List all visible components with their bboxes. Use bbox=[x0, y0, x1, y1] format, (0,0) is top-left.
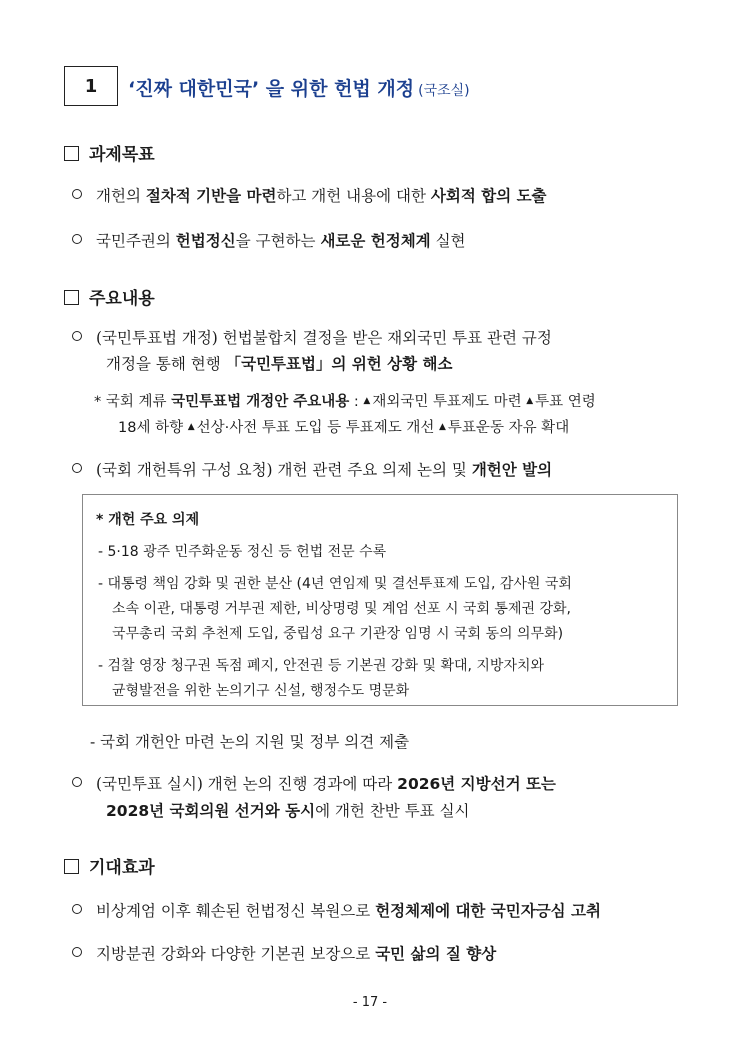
goal-item: 국민주권의 헌법정신을 구현하는 새로운 헌정체계 실현 bbox=[72, 229, 466, 251]
triangle-bullet-icon: ▲ bbox=[363, 396, 371, 406]
agenda-heading: * 개헌 주요 의제 bbox=[96, 512, 200, 528]
page-number: - 17 - bbox=[352, 995, 388, 1010]
agenda-line: 소속 이관, 대통령 거부권 제한, 비상명령 및 계엄 선포 시 국회 통제권 강화, bbox=[112, 601, 571, 617]
section-number-box bbox=[64, 66, 118, 106]
ministry-label: (국조실) bbox=[418, 83, 470, 99]
agenda-line: - 5·18 광주 민주화운동 정신 등 헌법 전문 수록 bbox=[98, 544, 387, 560]
circle-bullet-icon bbox=[72, 189, 82, 199]
section-heading-content: 주요내용 bbox=[64, 284, 155, 309]
content-item-2: (국회 개헌특위 구성 요청) 개헌 관련 주요 의제 논의 및 개헌안 발의 bbox=[72, 458, 552, 480]
square-bullet-icon bbox=[64, 290, 79, 305]
circle-bullet-icon bbox=[72, 904, 82, 914]
note-line1: * 국회 계류 국민투표법 개정안 주요내용 : ▲ 재외국민 투표제도 마련 ▲ 투표 연령 bbox=[94, 394, 596, 410]
dash-item: - 국회 개헌안 마련 논의 지원 및 정부 의견 제출 bbox=[90, 733, 410, 751]
circle-bullet-icon bbox=[72, 234, 82, 244]
square-bullet-icon bbox=[64, 146, 79, 161]
section-heading-goals: 과제목표 bbox=[64, 140, 155, 165]
triangle-bullet-icon: ▲ bbox=[439, 422, 446, 432]
circle-bullet-icon bbox=[72, 947, 82, 957]
note-line2: 18세 하향 ▲ 선상·사전 투표 도입 등 투표제도 개선 ▲ 투표운동 자유 확대 bbox=[118, 420, 570, 436]
content-item-3-line2: 2028년 국회의원 선거와 동시에 개헌 찬반 투표 실시 bbox=[106, 802, 470, 820]
triangle-bullet-icon: ▲ bbox=[526, 396, 534, 406]
page-title bbox=[128, 74, 470, 101]
title-text: ‘진짜 대한민국’ 을 위한 헌법 개정 bbox=[128, 78, 415, 100]
content-item-1-line1: (국민투표법 개정) 헌법불합치 결정을 받은 재외국민 투표 관련 규정 bbox=[72, 326, 552, 348]
agenda-line: 균형발전을 위한 논의기구 신설, 행정수도 명문화 bbox=[112, 683, 410, 699]
section-number: 1 bbox=[84, 75, 98, 97]
goal-item: 개헌의 절차적 기반을 마련하고 개헌 내용에 대한 사회적 합의 도출 bbox=[72, 184, 547, 206]
agenda-line: - 대통령 책임 강화 및 권한 분산 (4년 연임제 및 결선투표제 도입, 감사원 국회 bbox=[98, 576, 572, 592]
content-item-1-line2: 개정을 통해 현행 「국민투표법」의 위헌 상황 해소 bbox=[106, 355, 453, 373]
agenda-line: 국무총리 국회 추천제 도입, 중립성 요구 기관장 임명 시 국회 동의 의무화) bbox=[112, 626, 564, 642]
effect-item: 지방분권 강화와 다양한 기본권 보장으로 국민 삶의 질 향상 bbox=[72, 942, 496, 964]
effect-item: 비상계엄 이후 훼손된 헌법정신 복원으로 헌정체제에 대한 국민자긍심 고취 bbox=[72, 899, 601, 921]
circle-bullet-icon bbox=[72, 331, 82, 341]
content-item-3-line1: (국민투표 실시) 개헌 논의 진행 경과에 따라 2026년 지방선거 또는 bbox=[72, 772, 556, 794]
section-heading-effects: 기대효과 bbox=[64, 853, 155, 878]
circle-bullet-icon bbox=[72, 777, 82, 787]
triangle-bullet-icon: ▲ bbox=[187, 422, 195, 432]
circle-bullet-icon bbox=[72, 463, 82, 473]
square-bullet-icon bbox=[64, 859, 79, 874]
agenda-line: - 검찰 영장 청구권 독점 폐지, 안전권 등 기본권 강화 및 확대, 지방자치와 bbox=[98, 658, 545, 674]
